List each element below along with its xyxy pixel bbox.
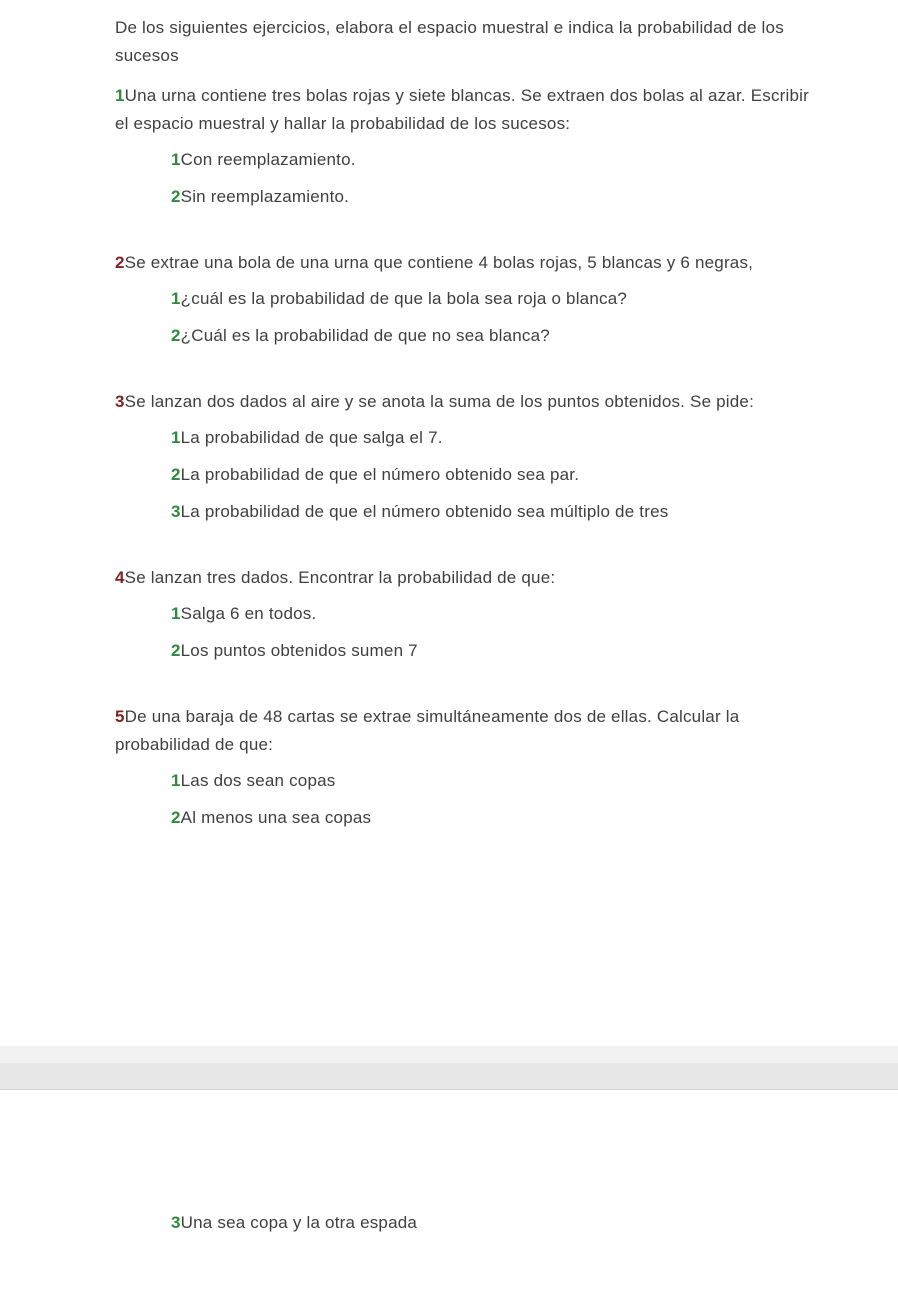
item-text: La probabilidad de que el número obtenido sea múltiplo de tres [180,502,669,521]
exercise-text: Una urna contiene tres bolas rojas y siete blancas. Se extraen dos bolas al azar. Escribir el espacio muestral y hallar la probabilidad de los sucesos: [115,86,809,133]
page-separator [0,1046,898,1091]
item-number: 1 [171,428,181,447]
exercise-text: Se lanzan tres dados. Encontrar la probabilidad de que: [124,568,556,587]
exercise-text: Se lanzan dos dados al aire y se anota la suma de los puntos obtenidos. Se pide: [124,392,755,411]
exercise-text: Se extrae una bola de una urna que contiene 4 bolas rojas, 5 blancas y 6 negras, [124,253,754,272]
item-text: La probabilidad de que salga el 7. [180,428,443,447]
exercise-3 [115,388,809,526]
exercise-1 [115,82,809,211]
exercise-4 [115,564,809,665]
exercise-paragraph [115,703,809,759]
item-text: Al menos una sea copas [180,808,372,827]
exercise-item [115,322,809,350]
exercise-item [115,498,809,526]
exercise-item [115,1209,809,1237]
exercise-text: De una baraja de 48 cartas se extrae simultáneamente dos de ellas. Calcular la probabilidad de que: [115,707,740,754]
exercise-item [115,183,809,211]
page-1-content [115,0,809,832]
exercise-2 [115,249,809,350]
exercise-paragraph [115,82,809,138]
item-number: 2 [171,641,181,660]
exercise-paragraph [115,564,809,592]
page-2 [0,1091,898,1301]
item-text: ¿cuál es la probabilidad de que la bola sea roja o blanca? [180,289,628,308]
exercise-number: 4 [115,568,125,587]
item-number: 2 [171,187,181,206]
exercise-item [115,804,809,832]
exercise-item [115,637,809,665]
item-text: La probabilidad de que el número obtenido sea par. [180,465,580,484]
exercise-item [115,767,809,795]
exercise-item [115,146,809,174]
item-number: 1 [171,771,181,790]
item-text: Los puntos obtenidos sumen 7 [180,641,418,660]
item-text: Con reemplazamiento. [180,150,356,169]
item-number: 1 [171,289,181,308]
intro-text: De los siguientes ejercicios, elabora el espacio muestral e indica la probabilidad de los sucesos [115,18,784,65]
exercise-5 [115,703,809,832]
exercise-paragraph [115,249,809,277]
page-separator-lower [0,1063,898,1090]
item-number: 2 [171,808,181,827]
item-number: 3 [171,502,181,521]
exercise-number: 3 [115,392,125,411]
item-number: 2 [171,465,181,484]
item-number: 1 [171,150,181,169]
item-text: Una sea copa y la otra espada [180,1213,418,1232]
exercise-item [115,285,809,313]
item-number: 3 [171,1213,181,1232]
exercise-item [115,600,809,628]
item-text: Salga 6 en todos. [180,604,317,623]
item-text: ¿Cuál es la probabilidad de que no sea blanca? [180,326,550,345]
item-number: 1 [171,604,181,623]
exercise-paragraph [115,388,809,416]
item-text: Sin reemplazamiento. [180,187,350,206]
exercise-item [115,424,809,452]
page-separator-upper [0,1046,898,1063]
page-2-content [115,1091,809,1237]
exercise-number: 2 [115,253,125,272]
item-number: 2 [171,326,181,345]
exercise-number: 5 [115,707,125,726]
exercise-item [115,461,809,489]
item-text: Las dos sean copas [180,771,336,790]
exercise-number: 1 [115,86,125,105]
